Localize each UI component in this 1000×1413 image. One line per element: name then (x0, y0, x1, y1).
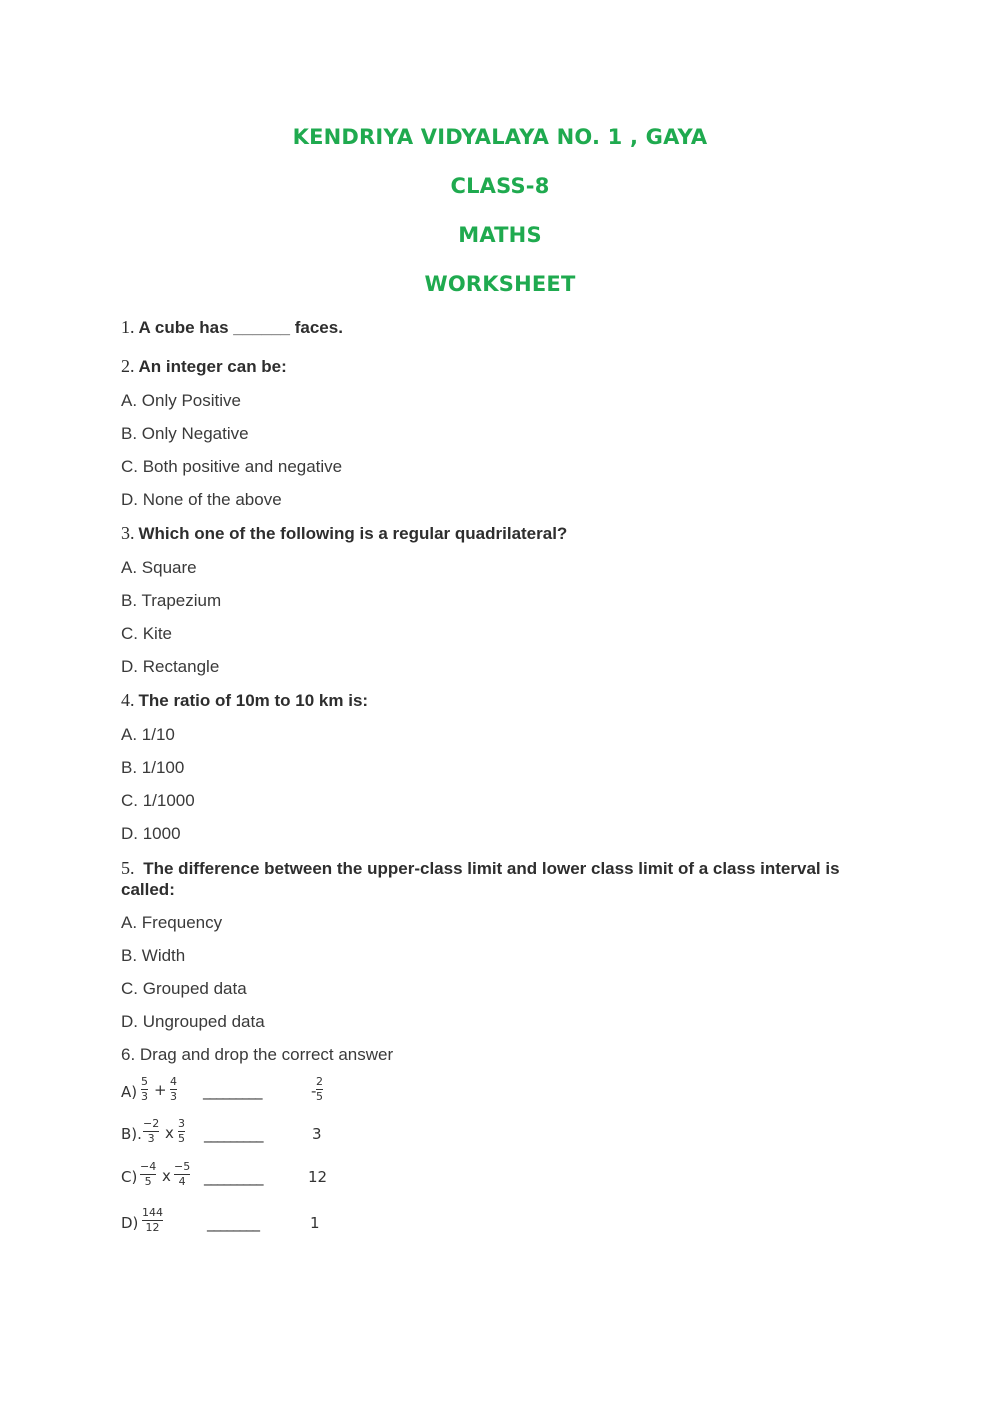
question-number: 1. (121, 317, 135, 337)
denominator: 12 (145, 1221, 160, 1234)
fraction-1 (141, 1076, 148, 1103)
numerator: −2 (143, 1117, 160, 1130)
drop-zone[interactable]: ________ (207, 1214, 259, 1232)
drop-zone[interactable]: _________ (204, 1125, 263, 1143)
option-5c[interactable]: C. Grouped data (121, 979, 247, 998)
answer-draggable[interactable]: 12 (308, 1168, 328, 1186)
numerator: −5 (174, 1160, 191, 1173)
question-5 (121, 858, 881, 900)
question-number: 2. (121, 356, 135, 376)
worksheet-title: WORKSHEET (424, 272, 576, 296)
drop-zone[interactable]: _________ (204, 1168, 263, 1186)
denominator: 4 (178, 1175, 186, 1188)
option-5d[interactable]: D. Ungrouped data (121, 1012, 265, 1031)
denominator: 3 (147, 1132, 155, 1145)
answer-draggable[interactable]: 3 (312, 1125, 322, 1143)
option-2d[interactable]: D. None of the above (121, 490, 282, 509)
question-1 (121, 317, 343, 338)
denominator: 5 (178, 1132, 185, 1145)
option-2c[interactable]: C. Both positive and negative (121, 457, 343, 476)
question-number: 3. (121, 523, 135, 543)
option-5a[interactable]: A. Frequency (121, 913, 223, 932)
answer-draggable[interactable] (316, 1076, 323, 1103)
question-text: A cube has ______ faces. (138, 318, 343, 337)
class-title: CLASS-8 (450, 174, 550, 198)
question-2 (121, 356, 287, 377)
option-4b[interactable]: B. 1/100 (121, 758, 185, 777)
question-text: The difference between the upper-class limit and lower class limit of a class interval is called: (121, 859, 840, 899)
question-6: 6. Drag and drop the correct answer (121, 1045, 394, 1064)
numerator: 4 (170, 1075, 177, 1088)
option-3a[interactable]: A. Square (121, 558, 197, 577)
question-text: Which one of the following is a regular quadrilateral? (138, 524, 568, 543)
question-number: 4. (121, 690, 135, 710)
drop-zone[interactable]: _________ (203, 1082, 262, 1100)
option-5b[interactable]: B. Width (121, 946, 186, 965)
option-2a[interactable]: A. Only Positive (121, 391, 241, 410)
denominator: 5 (316, 1090, 323, 1103)
question-text: The ratio of 10m to 10 km is: (138, 691, 369, 710)
option-4d[interactable]: D. 1000 (121, 824, 181, 843)
fraction-2 (174, 1161, 190, 1188)
operator: x (162, 1167, 171, 1185)
question-number: 5. (121, 858, 135, 878)
fraction-2 (170, 1076, 177, 1103)
row-label: C) (121, 1168, 138, 1186)
option-3d[interactable]: D. Rectangle (121, 657, 220, 676)
denominator: 3 (170, 1090, 177, 1103)
school-name: KENDRIYA VIDYALAYA NO. 1 , GAYA (292, 125, 708, 149)
operator: + (154, 1081, 167, 1099)
denominator: 3 (141, 1090, 148, 1103)
row-label: A) (121, 1083, 138, 1101)
question-3 (121, 523, 567, 544)
option-4c[interactable]: C. 1/1000 (121, 791, 195, 810)
fraction-1 (142, 1207, 163, 1234)
operator: x (165, 1124, 174, 1142)
subject-title: MATHS (458, 223, 542, 247)
numerator: 5 (141, 1075, 148, 1088)
denominator: 5 (144, 1175, 152, 1188)
numerator: 144 (142, 1206, 163, 1219)
row-label: D) (121, 1214, 139, 1232)
numerator: 3 (178, 1117, 185, 1130)
answer-sign: - (311, 1082, 317, 1100)
question-4 (121, 690, 368, 711)
numerator: −4 (140, 1160, 157, 1173)
option-2b[interactable]: B. Only Negative (121, 424, 249, 443)
row-label: B). (121, 1125, 142, 1143)
option-3c[interactable]: C. Kite (121, 624, 173, 643)
fraction-2 (178, 1118, 185, 1145)
numerator: 2 (316, 1075, 323, 1088)
option-4a[interactable]: A. 1/10 (121, 725, 175, 744)
fraction-1 (143, 1118, 159, 1145)
fraction-1 (140, 1161, 156, 1188)
question-text: An integer can be: (138, 357, 287, 376)
option-3b[interactable]: B. Trapezium (121, 591, 222, 610)
answer-draggable[interactable]: 1 (310, 1214, 320, 1232)
